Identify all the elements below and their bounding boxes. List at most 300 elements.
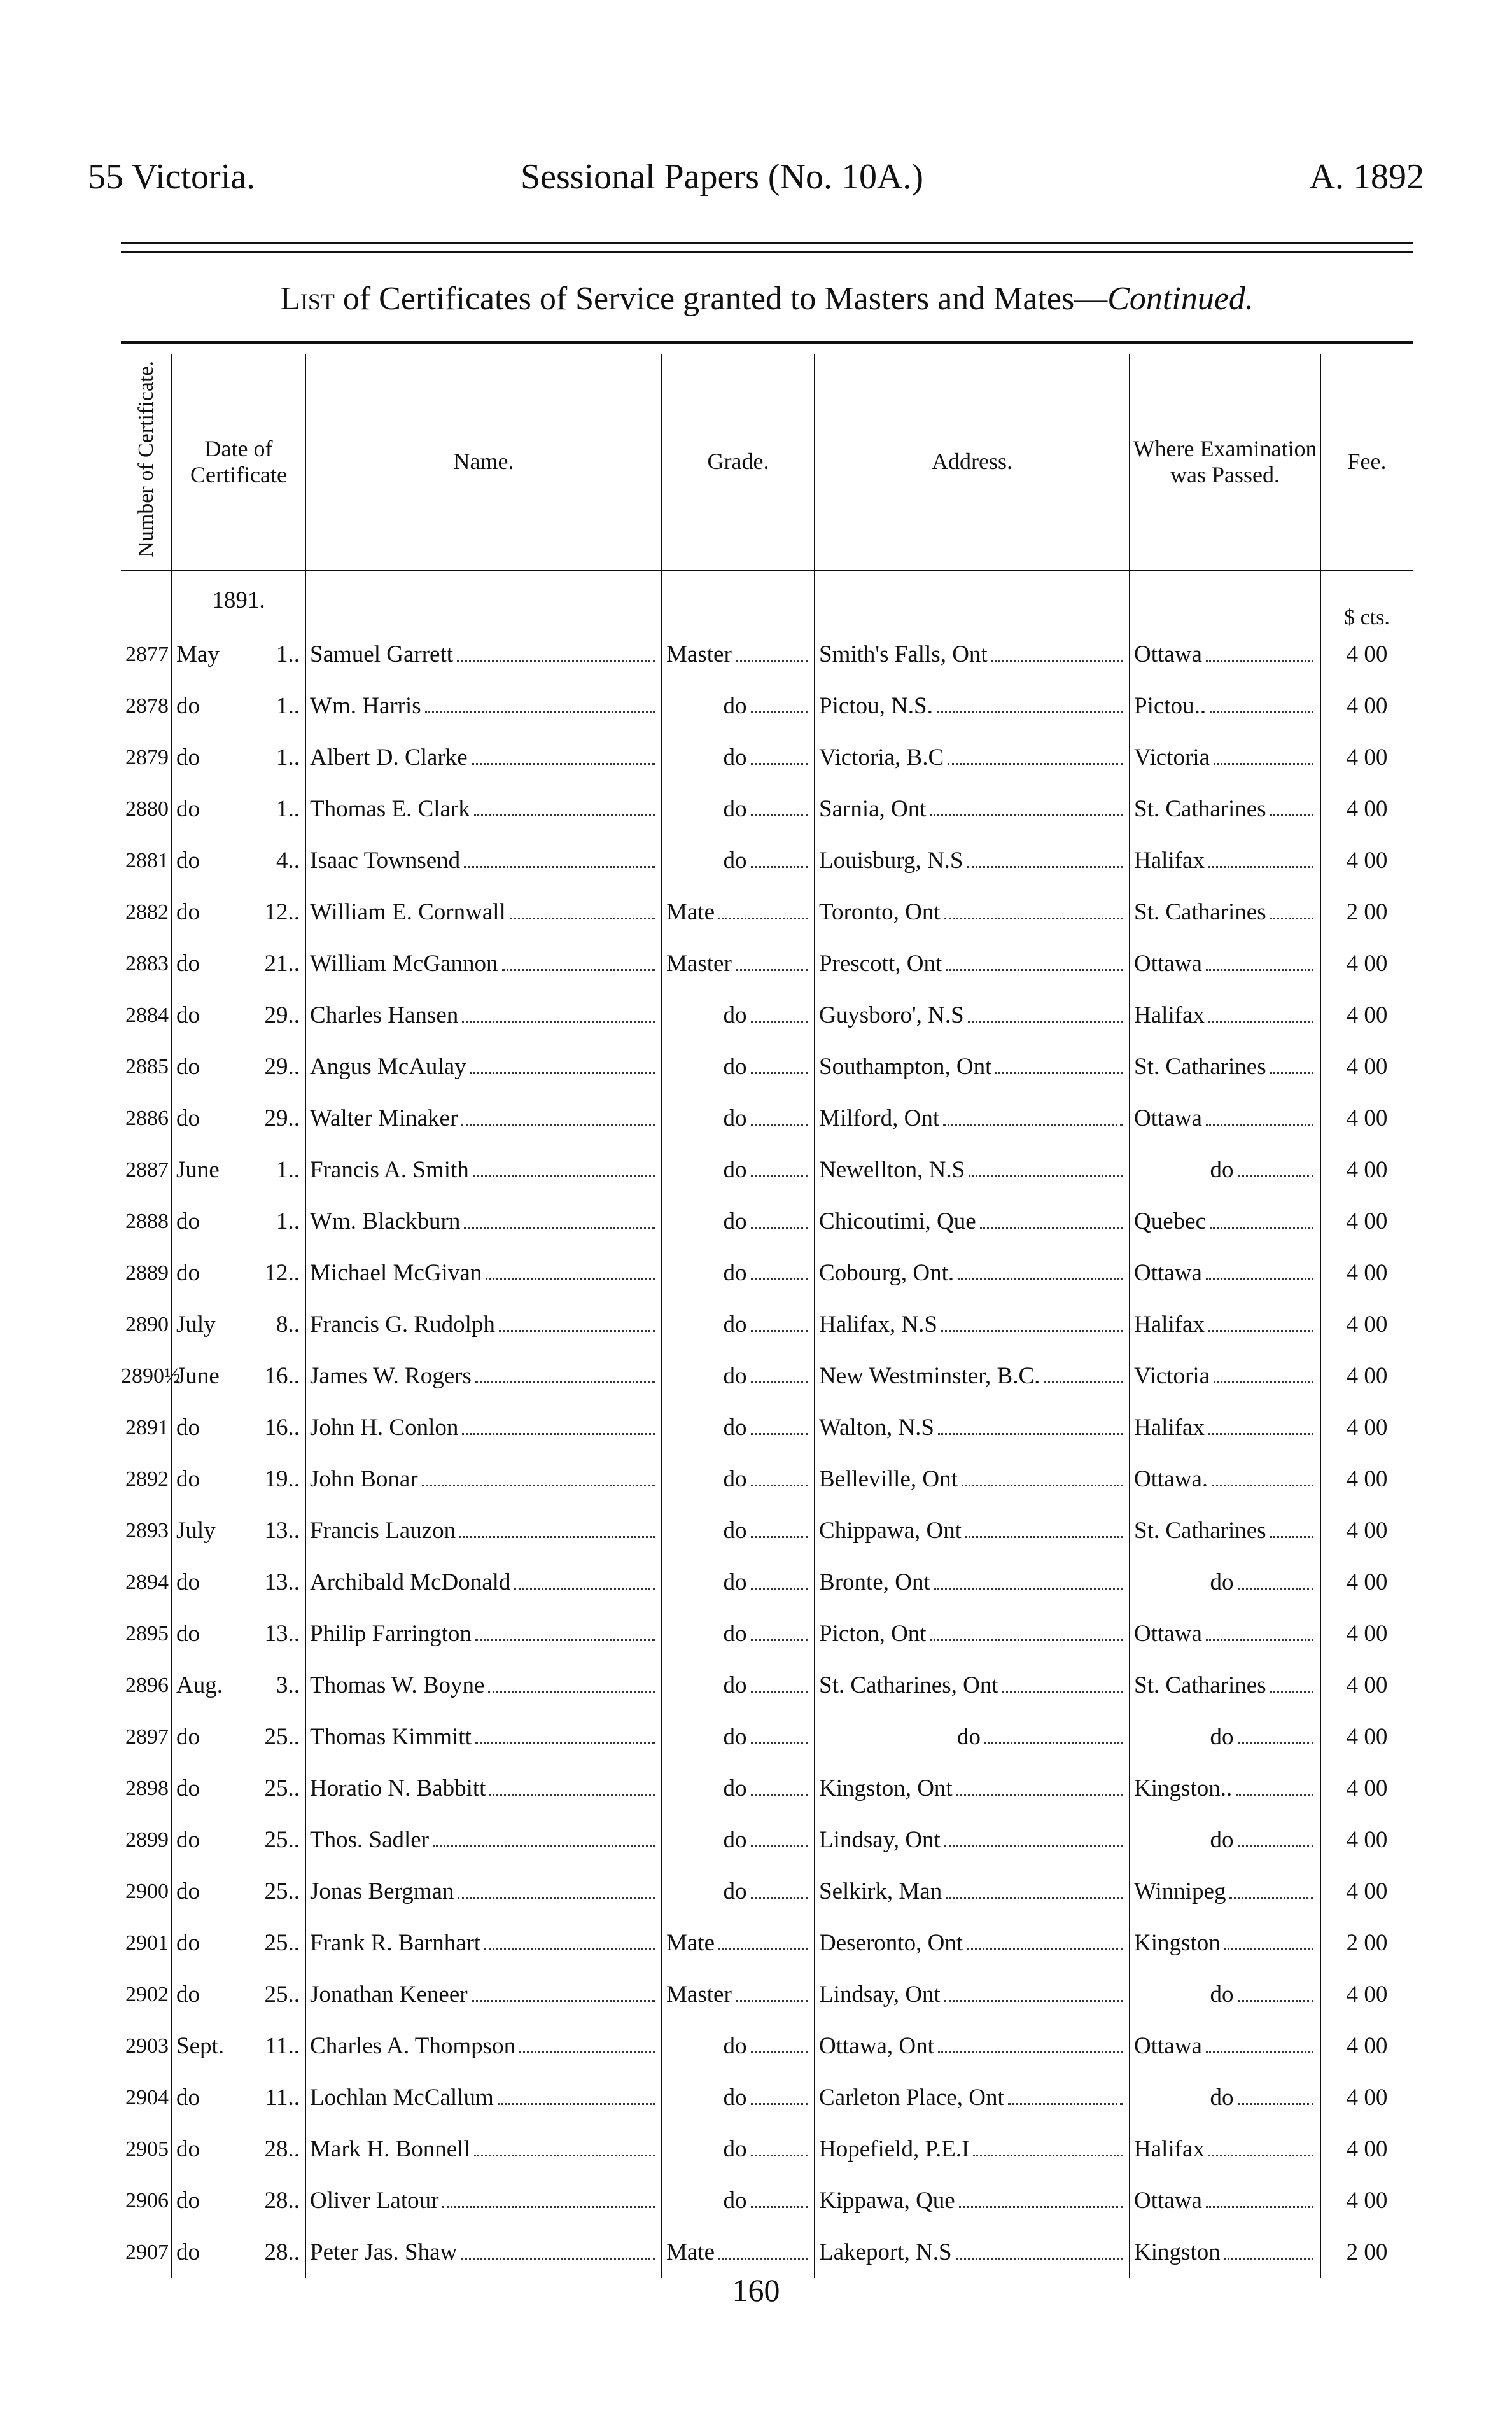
cell-where bbox=[1130, 1556, 1320, 1608]
address-text: Prescott, Ont bbox=[819, 951, 942, 977]
grade-text: Master bbox=[666, 641, 732, 667]
cell-fee: 4 00 bbox=[1320, 1453, 1413, 1505]
cell-day: 21.. bbox=[264, 951, 300, 977]
cell-month: do bbox=[172, 2226, 245, 2278]
where-text: Kingston.. bbox=[1134, 1775, 1233, 1801]
cell-month: do bbox=[172, 1814, 245, 1866]
name-text: Peter Jas. Shaw bbox=[310, 2239, 458, 2265]
table-row bbox=[121, 2175, 1413, 2226]
grade-text: do bbox=[723, 848, 747, 874]
cell-month: do bbox=[172, 886, 245, 938]
where-text: St. Catharines bbox=[1134, 899, 1266, 925]
cell-address bbox=[815, 1608, 1130, 1660]
cell-fee: 4 00 bbox=[1320, 2175, 1413, 2226]
cell-name bbox=[305, 1196, 662, 1247]
grade-text: Master bbox=[666, 1981, 732, 2008]
cell-address bbox=[815, 1350, 1130, 1402]
name-text: Frank R. Barnhart bbox=[310, 1930, 481, 1956]
cell-fee: 2 00 bbox=[1320, 1917, 1413, 1969]
header-rule-top bbox=[121, 242, 1413, 244]
cell-name bbox=[305, 1041, 662, 1093]
cell-num: 2886 bbox=[125, 1106, 169, 1130]
cell-grade bbox=[662, 2123, 815, 2175]
header-right: A. 1892 bbox=[1309, 157, 1424, 197]
cell-where bbox=[1130, 1866, 1320, 1917]
name-text: Wm. Harris bbox=[310, 693, 421, 719]
cell-fee: 4 00 bbox=[1320, 1814, 1413, 1866]
cell-day: 4.. bbox=[276, 848, 300, 874]
running-header bbox=[88, 157, 1424, 214]
cell-month: do bbox=[172, 2072, 245, 2123]
where-text: Ottawa bbox=[1134, 641, 1202, 667]
where-text: St. Catharines bbox=[1134, 1518, 1266, 1544]
cell-grade bbox=[662, 938, 815, 989]
table-row bbox=[121, 886, 1413, 938]
where-text: Halifax bbox=[1134, 1415, 1205, 1441]
cell-fee: 4 00 bbox=[1320, 1247, 1413, 1299]
col-header-date: Date of Certificate bbox=[172, 354, 305, 571]
cell-grade bbox=[662, 835, 815, 886]
cell-grade bbox=[662, 783, 815, 835]
cell-where bbox=[1130, 2226, 1320, 2278]
address-text: do bbox=[957, 1724, 981, 1750]
cell-day: 1.. bbox=[276, 1208, 300, 1234]
list-title-rest: of Certificates of Service granted to Masters and Mates— bbox=[334, 281, 1108, 317]
cell-month: May bbox=[172, 629, 245, 680]
cell-num: 2890½ bbox=[121, 1364, 181, 1388]
table-row bbox=[121, 1608, 1413, 1660]
cell-num: 2884 bbox=[125, 1003, 169, 1027]
cell-name bbox=[305, 1453, 662, 1505]
cell-grade bbox=[662, 680, 815, 732]
cell-grade bbox=[662, 1402, 815, 1453]
cell-month: do bbox=[172, 835, 245, 886]
cell-address bbox=[815, 989, 1130, 1041]
table-row bbox=[121, 1711, 1413, 1763]
list-title bbox=[121, 280, 1413, 318]
name-text: Wm. Blackburn bbox=[310, 1208, 461, 1234]
cell-num: 2907 bbox=[125, 2240, 169, 2264]
name-text: Albert D. Clarke bbox=[310, 744, 468, 771]
header-left: 55 Victoria. bbox=[88, 157, 256, 197]
cell-fee: 4 00 bbox=[1320, 629, 1413, 680]
grade-text: do bbox=[723, 2033, 747, 2059]
cell-address bbox=[815, 1660, 1130, 1711]
table-row bbox=[121, 2226, 1413, 2278]
address-text: St. Catharines, Ont bbox=[819, 1672, 998, 1698]
cell-month: do bbox=[172, 1608, 245, 1660]
cell-grade bbox=[662, 2072, 815, 2123]
grade-text: do bbox=[723, 693, 747, 719]
where-text: St. Catharines bbox=[1134, 1054, 1266, 1080]
cell-month: do bbox=[172, 989, 245, 1041]
cell-name bbox=[305, 1608, 662, 1660]
cell-month: Aug. bbox=[172, 1660, 245, 1711]
name-text: Oliver Latour bbox=[310, 2188, 439, 2214]
name-text: Jonathan Keneer bbox=[310, 1981, 468, 2008]
cell-month: do bbox=[172, 1711, 245, 1763]
grade-text: do bbox=[723, 1518, 747, 1544]
cell-where bbox=[1130, 2020, 1320, 2072]
grade-text: do bbox=[723, 1466, 747, 1492]
cell-month: June bbox=[172, 1350, 245, 1402]
cell-where bbox=[1130, 886, 1320, 938]
cell-address bbox=[815, 1505, 1130, 1556]
cell-where bbox=[1130, 938, 1320, 989]
col-header-where: Where Examination was Passed. bbox=[1130, 354, 1320, 571]
cell-address bbox=[815, 1041, 1130, 1093]
address-text: Newellton, N.S bbox=[819, 1157, 965, 1183]
cell-where bbox=[1130, 989, 1320, 1041]
cell-num: 2899 bbox=[125, 1827, 169, 1852]
grade-text: do bbox=[723, 1775, 747, 1801]
cell-name bbox=[305, 835, 662, 886]
cell-num: 2889 bbox=[125, 1261, 169, 1285]
table-row bbox=[121, 1969, 1413, 2020]
cell-num: 2903 bbox=[125, 2034, 169, 2058]
cell-grade bbox=[662, 1247, 815, 1299]
address-text: Bronte, Ont bbox=[819, 1569, 930, 1595]
cell-grade bbox=[662, 1505, 815, 1556]
grade-text: do bbox=[723, 1672, 747, 1698]
grade-text: do bbox=[723, 1311, 747, 1338]
name-text: William E. Cornwall bbox=[310, 899, 506, 925]
table-row bbox=[121, 835, 1413, 886]
cell-fee: 4 00 bbox=[1320, 1608, 1413, 1660]
where-text: Kingston bbox=[1134, 1930, 1221, 1956]
grade-text: do bbox=[723, 1827, 747, 1853]
cell-num: 2890 bbox=[125, 1312, 169, 1336]
cell-month: do bbox=[172, 1917, 245, 1969]
cell-grade bbox=[662, 629, 815, 680]
cell-num: 2892 bbox=[125, 1467, 169, 1491]
cell-month: do bbox=[172, 1763, 245, 1814]
cell-name bbox=[305, 886, 662, 938]
cell-fee: 4 00 bbox=[1320, 680, 1413, 732]
table-row bbox=[121, 1814, 1413, 1866]
cell-address bbox=[815, 2072, 1130, 2123]
where-text: Ottawa. bbox=[1134, 1466, 1208, 1492]
name-text: Thomas W. Boyne bbox=[310, 1672, 485, 1698]
table-row bbox=[121, 629, 1413, 680]
cell-name bbox=[305, 2226, 662, 2278]
cell-grade bbox=[662, 2226, 815, 2278]
where-text: Kingston bbox=[1134, 2239, 1221, 2265]
grade-text: Mate bbox=[666, 2239, 715, 2265]
cell-day: 11.. bbox=[265, 2033, 300, 2059]
cell-address bbox=[815, 783, 1130, 835]
cell-num: 2906 bbox=[125, 2188, 169, 2212]
cell-where bbox=[1130, 1608, 1320, 1660]
cell-day: 1.. bbox=[276, 1157, 300, 1183]
cell-address bbox=[815, 2226, 1130, 2278]
cell-address bbox=[815, 1453, 1130, 1505]
cell-month: do bbox=[172, 938, 245, 989]
cell-month: do bbox=[172, 1041, 245, 1093]
certificates-table bbox=[121, 354, 1413, 2278]
cell-where bbox=[1130, 1969, 1320, 2020]
table-row bbox=[121, 1350, 1413, 1402]
cell-name bbox=[305, 1350, 662, 1402]
cell-address bbox=[815, 2123, 1130, 2175]
cell-where bbox=[1130, 1093, 1320, 1144]
cell-fee: 4 00 bbox=[1320, 989, 1413, 1041]
name-text: Philip Farrington bbox=[310, 1621, 472, 1647]
cell-grade bbox=[662, 1917, 815, 1969]
cell-grade bbox=[662, 732, 815, 783]
cell-fee: 4 00 bbox=[1320, 1299, 1413, 1350]
cell-day: 29.. bbox=[264, 1002, 300, 1028]
cell-where bbox=[1130, 1917, 1320, 1969]
grade-text: do bbox=[723, 744, 747, 771]
cell-day: 19.. bbox=[264, 1466, 300, 1492]
table-row bbox=[121, 2123, 1413, 2175]
name-text: Samuel Garrett bbox=[310, 641, 454, 667]
cell-name bbox=[305, 2020, 662, 2072]
cell-day: 16.. bbox=[264, 1415, 300, 1441]
cell-month: July bbox=[172, 1505, 245, 1556]
name-text: Thos. Sadler bbox=[310, 1827, 430, 1853]
where-text: Ottawa bbox=[1134, 1105, 1202, 1131]
table-row bbox=[121, 2072, 1413, 2123]
cell-day: 28.. bbox=[264, 2188, 300, 2214]
cell-day: 12.. bbox=[264, 899, 300, 925]
cell-fee: 4 00 bbox=[1320, 1041, 1413, 1093]
cell-name bbox=[305, 1917, 662, 1969]
address-text: Smith's Falls, Ont bbox=[819, 641, 988, 667]
cell-grade bbox=[662, 1299, 815, 1350]
table-row bbox=[121, 1402, 1413, 1453]
table-top-rule bbox=[121, 341, 1413, 344]
where-text: do bbox=[1210, 2085, 1234, 2111]
cell-address bbox=[815, 629, 1130, 680]
cell-fee: 4 00 bbox=[1320, 783, 1413, 835]
cell-where bbox=[1130, 629, 1320, 680]
cell-address bbox=[815, 2175, 1130, 2226]
cell-num: 2880 bbox=[125, 797, 169, 821]
cell-month: do bbox=[172, 1247, 245, 1299]
name-text: Francis G. Rudolph bbox=[310, 1311, 495, 1338]
name-text: Charles A. Thompson bbox=[310, 2033, 516, 2059]
cell-name bbox=[305, 1711, 662, 1763]
cell-month: do bbox=[172, 1402, 245, 1453]
address-text: Deseronto, Ont bbox=[819, 1930, 963, 1956]
address-text: Toronto, Ont bbox=[819, 899, 941, 925]
cell-num: 2878 bbox=[125, 694, 169, 718]
address-text: Louisburg, N.S bbox=[819, 848, 963, 874]
address-text: Selkirk, Man bbox=[819, 1878, 942, 1904]
cell-address bbox=[815, 680, 1130, 732]
cell-grade bbox=[662, 989, 815, 1041]
cell-fee: 4 00 bbox=[1320, 835, 1413, 886]
address-text: Southampton, Ont bbox=[819, 1054, 992, 1080]
grade-text: do bbox=[723, 2085, 747, 2111]
cell-where bbox=[1130, 1041, 1320, 1093]
cell-month: July bbox=[172, 1299, 245, 1350]
where-text: Victoria bbox=[1134, 1363, 1210, 1389]
cell-grade bbox=[662, 1866, 815, 1917]
cell-fee: 4 00 bbox=[1320, 1969, 1413, 2020]
cell-name bbox=[305, 2072, 662, 2123]
grade-text: do bbox=[723, 1105, 747, 1131]
cell-day: 13.. bbox=[264, 1518, 300, 1544]
cell-grade bbox=[662, 1969, 815, 2020]
cell-fee: 4 00 bbox=[1320, 1866, 1413, 1917]
cell-name bbox=[305, 1144, 662, 1196]
name-text: Thomas Kimmitt bbox=[310, 1724, 472, 1750]
grade-text: do bbox=[723, 2136, 747, 2162]
cell-num: 2883 bbox=[125, 951, 169, 975]
name-text: Lochlan McCallum bbox=[310, 2085, 494, 2111]
cell-day: 16.. bbox=[264, 1363, 300, 1389]
cell-month: do bbox=[172, 783, 245, 835]
header-center: Sessional Papers (No. 10A.) bbox=[521, 157, 924, 197]
cell-fee: 4 00 bbox=[1320, 1505, 1413, 1556]
cell-name bbox=[305, 629, 662, 680]
grade-text: do bbox=[723, 1054, 747, 1080]
grade-text: do bbox=[723, 1724, 747, 1750]
page-number: 160 bbox=[732, 2272, 780, 2308]
cell-fee: 4 00 bbox=[1320, 1093, 1413, 1144]
cell-num: 2902 bbox=[125, 1982, 169, 2006]
cell-grade bbox=[662, 1814, 815, 1866]
cell-where bbox=[1130, 1196, 1320, 1247]
list-title-lead: List bbox=[280, 281, 335, 317]
table-row bbox=[121, 1866, 1413, 1917]
where-text: do bbox=[1210, 1724, 1234, 1750]
cell-grade bbox=[662, 1660, 815, 1711]
cell-grade bbox=[662, 886, 815, 938]
grade-text: do bbox=[723, 796, 747, 822]
where-text: Halifax bbox=[1134, 1311, 1205, 1338]
cell-fee: 4 00 bbox=[1320, 1711, 1413, 1763]
name-text: James W. Rogers bbox=[310, 1363, 472, 1389]
name-text: Archibald McDonald bbox=[310, 1569, 511, 1595]
cell-grade bbox=[662, 1763, 815, 1814]
grade-text: Master bbox=[666, 951, 732, 977]
cell-num: 2904 bbox=[125, 2085, 169, 2109]
table-row bbox=[121, 783, 1413, 835]
grade-text: do bbox=[723, 1569, 747, 1595]
table-header-row bbox=[121, 354, 1413, 571]
where-text: do bbox=[1210, 1827, 1234, 1853]
address-text: Ottawa, Ont bbox=[819, 2033, 934, 2059]
where-text: St. Catharines bbox=[1134, 1672, 1266, 1698]
cell-grade bbox=[662, 2020, 815, 2072]
cell-day: 28.. bbox=[264, 2136, 300, 2162]
cell-grade bbox=[662, 1093, 815, 1144]
cell-day: 25.. bbox=[264, 1827, 300, 1853]
grade-text: do bbox=[723, 1621, 747, 1647]
address-text: Hopefield, P.E.I bbox=[819, 2136, 970, 2162]
where-text: Ottawa bbox=[1134, 2188, 1202, 2214]
cell-address bbox=[815, 886, 1130, 938]
cell-num: 2901 bbox=[125, 1931, 169, 1955]
grade-text: do bbox=[723, 1415, 747, 1441]
cell-address bbox=[815, 1969, 1130, 2020]
cell-where bbox=[1130, 2123, 1320, 2175]
cell-day: 25.. bbox=[264, 1878, 300, 1904]
cell-where bbox=[1130, 1144, 1320, 1196]
cell-month: do bbox=[172, 2123, 245, 2175]
grade-text: do bbox=[723, 1002, 747, 1028]
cell-day: 29.. bbox=[264, 1054, 300, 1080]
where-text: Pictou.. bbox=[1134, 693, 1207, 719]
name-text: Isaac Townsend bbox=[310, 848, 461, 874]
cell-name bbox=[305, 1402, 662, 1453]
cell-address bbox=[815, 1763, 1130, 1814]
col-header-fee: Fee. bbox=[1320, 354, 1413, 571]
cell-month: do bbox=[172, 1093, 245, 1144]
cell-grade bbox=[662, 1556, 815, 1608]
grade-text: do bbox=[723, 1157, 747, 1183]
where-text: Victoria bbox=[1134, 744, 1210, 771]
table-row bbox=[121, 1660, 1413, 1711]
cell-num: 2900 bbox=[125, 1879, 169, 1903]
name-text: Francis Lauzon bbox=[310, 1518, 456, 1544]
cell-month: June bbox=[172, 1144, 245, 1196]
address-text: Lakeport, N.S bbox=[819, 2239, 952, 2265]
address-text: Pictou, N.S. bbox=[819, 693, 933, 719]
cell-fee: 4 00 bbox=[1320, 1763, 1413, 1814]
cell-where bbox=[1130, 2175, 1320, 2226]
col-header-grade: Grade. bbox=[662, 354, 815, 571]
cell-address bbox=[815, 1917, 1130, 1969]
address-text: Guysboro', N.S bbox=[819, 1002, 964, 1028]
cell-where bbox=[1130, 1763, 1320, 1814]
address-text: Picton, Ont bbox=[819, 1621, 927, 1647]
cell-where bbox=[1130, 1711, 1320, 1763]
cell-name bbox=[305, 1763, 662, 1814]
where-text: St. Catharines bbox=[1134, 796, 1266, 822]
grade-text: do bbox=[723, 1208, 747, 1234]
cell-fee: 4 00 bbox=[1320, 2020, 1413, 2072]
cell-fee: 4 00 bbox=[1320, 1350, 1413, 1402]
cell-where bbox=[1130, 1402, 1320, 1453]
name-text: Horatio N. Babbitt bbox=[310, 1775, 486, 1801]
cell-where bbox=[1130, 680, 1320, 732]
grade-text: do bbox=[723, 2188, 747, 2214]
name-text: Michael McGivan bbox=[310, 1260, 482, 1286]
cell-name bbox=[305, 680, 662, 732]
cell-fee: 4 00 bbox=[1320, 1660, 1413, 1711]
cell-day: 12.. bbox=[264, 1260, 300, 1286]
cell-fee: 4 00 bbox=[1320, 2123, 1413, 2175]
cell-where bbox=[1130, 1247, 1320, 1299]
cell-day: 1.. bbox=[276, 796, 300, 822]
address-text: Chicoutimi, Que bbox=[819, 1208, 976, 1234]
where-text: Halifax bbox=[1134, 1002, 1205, 1028]
where-text: Ottawa bbox=[1134, 951, 1202, 977]
cell-month: do bbox=[172, 1196, 245, 1247]
cell-grade bbox=[662, 1196, 815, 1247]
cell-where bbox=[1130, 1299, 1320, 1350]
cell-month: do bbox=[172, 1969, 245, 2020]
cell-address bbox=[815, 2020, 1130, 2072]
table-row bbox=[121, 2020, 1413, 2072]
cell-name bbox=[305, 989, 662, 1041]
header-rule-bottom bbox=[121, 251, 1413, 253]
where-text: Ottawa bbox=[1134, 1621, 1202, 1647]
cell-day: 3.. bbox=[276, 1672, 300, 1698]
cell-day: 1.. bbox=[276, 744, 300, 771]
address-text: Walton, N.S bbox=[819, 1415, 935, 1441]
cell-num: 2881 bbox=[125, 848, 169, 872]
cell-num: 2894 bbox=[125, 1570, 169, 1594]
cell-name bbox=[305, 732, 662, 783]
cell-name bbox=[305, 1556, 662, 1608]
list-title-continued: Continued. bbox=[1107, 281, 1254, 317]
